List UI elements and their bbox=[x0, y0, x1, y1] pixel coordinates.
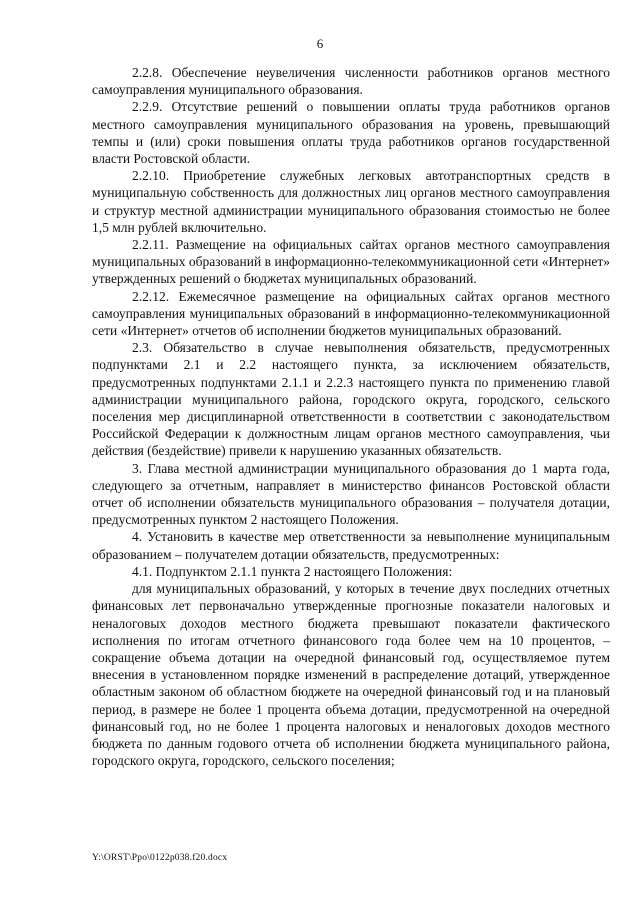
paragraph-2-2-12: 2.2.12. Ежемесячное размещение на официальных сайтах органов местного самоуправления муниципальных образований в информационно-телекоммуникационной сети «Интернет» отчетов об исполнении бюджетов муниципальных образований. bbox=[92, 288, 610, 339]
paragraph-2-3: 2.3. Обязательство в случае невыполнения обязательств, предусмотренных подпунктами 2.1 и 2.2 настоящего пункта, за исключением обязательств, предусмотренных подпунктами 2.1.1 и 2.2.3 настоящего пункта по применению главой администрации муниципального района, городского округа, городского, сельского поселения мер дисциплинарной ответственности в соответствии с законодательством Российской Федерации к должностным лицам органов местного самоуправления, чьи действия (бездействие) привели к нарушению указанных обязательств. bbox=[92, 340, 610, 459]
paragraph-2-2-11: 2.2.11. Размещение на официальных сайтах органов местного самоуправления муниципальных образований в информационно-телекоммуникационной сети «Интернет» утвержденных решений о бюджетах муниципальных образований. bbox=[92, 237, 610, 287]
page-number: 6 bbox=[316, 36, 324, 51]
paragraph-3: 3. Глава местной администрации муниципального образования до 1 марта года, следующего за отчетным, направляет в министерство финансов Ростовской области отчет об исполнении обязательств муниципального образования – получателя дотации, предусмотренных пунктом 2 настоящего Положения. bbox=[92, 460, 610, 528]
paragraph-2-2-10: 2.2.10. Приобретение служебных легковых автотранспортных средств в муниципальную собственность для должностных лиц органов местного самоуправления и структур местной администрации муниципального образования стоимостью не более 1,5 млн рублей включительно. bbox=[92, 168, 610, 235]
paragraph-2-2-8: 2.2.8. Обеспечение неувеличения численности работников органов местного самоуправления муниципального образования. bbox=[92, 65, 610, 98]
file-path-footer: Y:\ORST\Ppo\0122p038.f20.docx bbox=[92, 853, 228, 863]
paragraph-2-2-9: 2.2.9. Отсутствие решений о повышении оплаты труда работников органов местного самоуправления муниципального образования на уровень, превышающий темпы и (или) сроки повышения оплаты труда работников органов государственной власти Ростовской области. bbox=[92, 99, 610, 167]
document-body bbox=[92, 64, 610, 769]
paragraph-4-1-text: для муниципальных образований, у которых в течение двух последних отчетных финансовых лет первоначально утвержденные прогнозные показатели налоговых и неналоговых доходов местного бюджета превышают показатели фактического исполнения по итогам отчетного финансового года более чем на 10 процентов, – сокращение объема дотации на очередной финансовый год, осуществляемое путем внесения в установленном порядке изменений в распределение дотаций, утвержденное областным законом об областном бюджете на очередной финансовый год и на плановый период, в размере не более 1 процента объема дотации, предусмотренной на очередной финансовый год, но не более 1 процента налоговых и неналоговых доходов местного бюджета по данным годового отчета об исполнении бюджета муниципального района, городского округа, городского, сельского поселения; bbox=[92, 581, 610, 769]
paragraph-4-1: 4.1. Подпунктом 2.1.1 пункта 2 настоящего Положения: bbox=[132, 563, 453, 579]
paragraph-4: 4. Установить в качестве мер ответственности за невыполнение муниципальным образованием – получателем дотации обязательств, предусмотренных: bbox=[92, 529, 610, 562]
